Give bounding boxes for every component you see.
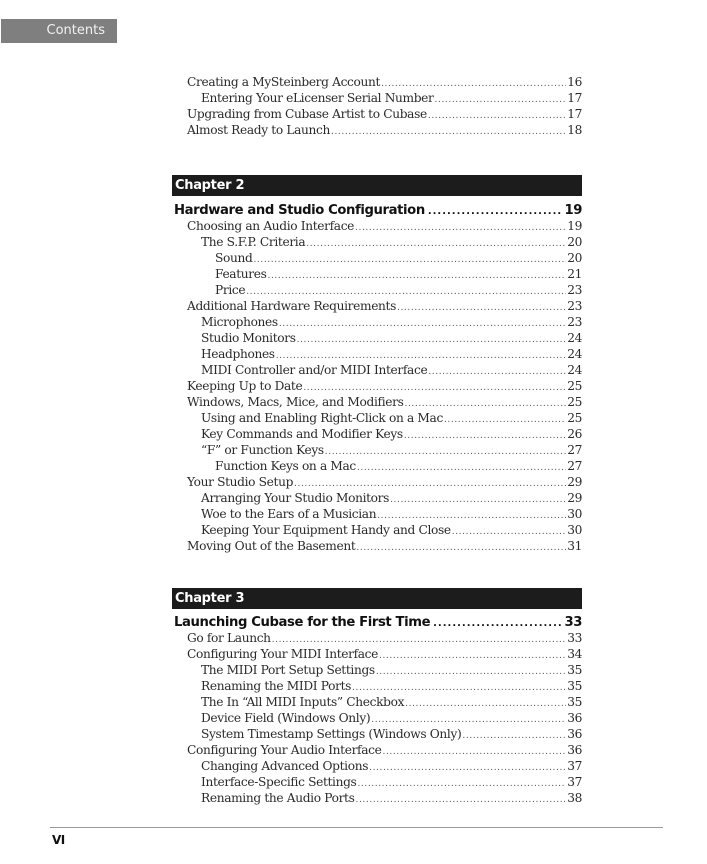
toc-entry-page: 36 — [567, 743, 582, 757]
toc-entry-page: 25 — [567, 411, 582, 425]
dot-leader — [356, 792, 567, 808]
toc-entry[interactable] — [174, 106, 582, 122]
toc-entry[interactable] — [174, 630, 582, 646]
toc-entry-page: 20 — [567, 235, 582, 249]
toc-entry-title: Keeping Your Equipment Handy and Close — [201, 523, 451, 537]
toc-entry-title: Go for Launch — [187, 631, 271, 645]
dot-leader — [356, 540, 566, 556]
toc-entry-page: 34 — [567, 647, 582, 661]
toc-entry-title: Key Commands and Modifier Keys — [201, 427, 403, 441]
toc-entry[interactable] — [174, 726, 582, 742]
toc-chapter-3-list — [174, 630, 582, 806]
toc-entry[interactable] — [174, 474, 582, 490]
toc-entry-page: 26 — [567, 427, 582, 441]
toc-entry-title: Sound — [215, 251, 253, 265]
toc-entry[interactable] — [174, 646, 582, 662]
toc-entry[interactable] — [174, 758, 582, 774]
toc-entry-page: 25 — [567, 379, 582, 393]
toc-entry[interactable] — [174, 458, 582, 474]
toc-entry[interactable] — [174, 426, 582, 442]
toc-entry[interactable] — [174, 442, 582, 458]
toc-entry[interactable] — [174, 678, 582, 694]
toc-entry-title: Features — [215, 267, 267, 281]
toc-entry-title: Entering Your eLicenser Serial Number — [201, 91, 434, 105]
toc-entry[interactable] — [174, 774, 582, 790]
toc-entry[interactable] — [174, 330, 582, 346]
toc-entry-page: 27 — [567, 443, 582, 457]
chapter-title: Hardware and Studio Configuration — [174, 203, 425, 218]
toc-entry-page: 38 — [567, 791, 582, 805]
chapter-label-bar: Chapter 2 — [172, 175, 582, 196]
toc-entry[interactable] — [174, 122, 582, 138]
dot-leader — [331, 124, 566, 140]
toc-entry[interactable] — [174, 522, 582, 538]
toc-entry[interactable] — [174, 710, 582, 726]
toc-entry-title: Keeping Up to Date — [187, 379, 303, 393]
toc-entry[interactable] — [174, 790, 582, 806]
toc-entry-title: The In “All MIDI Inputs” Checkbox — [201, 695, 405, 709]
toc-entry-title: The S.F.P. Criteria — [201, 235, 306, 249]
toc-entry[interactable] — [174, 298, 582, 314]
toc-entry-page: 35 — [567, 663, 582, 677]
toc-entry-page: 24 — [567, 331, 582, 345]
toc-entry[interactable] — [174, 250, 582, 266]
toc-entry-title: Using and Enabling Right-Click on a Mac — [201, 411, 443, 425]
toc-entry[interactable] — [174, 74, 582, 90]
section-tab-contents: Contents — [1, 19, 117, 43]
toc-entry-page: 29 — [567, 475, 582, 489]
toc-entry-page: 25 — [567, 395, 582, 409]
toc-entry[interactable] — [174, 234, 582, 250]
toc-entry-page: 20 — [567, 251, 582, 265]
toc-entry-title: Price — [215, 283, 246, 297]
toc-entry-title: Changing Advanced Options — [201, 759, 369, 773]
toc-entry-page: 21 — [567, 267, 582, 281]
toc-entry-title: Device Field (Windows Only) — [201, 711, 371, 725]
toc-entry-title: The MIDI Port Setup Settings — [201, 663, 375, 677]
toc-entry[interactable] — [174, 490, 582, 506]
toc-entry[interactable] — [174, 538, 582, 554]
toc-intro-list — [174, 74, 582, 138]
toc-entry-title: Additional Hardware Requirements — [187, 299, 397, 313]
toc-entry[interactable] — [174, 394, 582, 410]
toc-entry-title: System Timestamp Settings (Windows Only) — [201, 727, 462, 741]
toc-entry-page: 33 — [567, 631, 582, 645]
toc-entry-page: 24 — [567, 347, 582, 361]
toc-entry-page: 23 — [567, 315, 582, 329]
toc-entry[interactable] — [174, 314, 582, 330]
toc-entry-title: Windows, Macs, Mice, and Modifiers — [187, 395, 404, 409]
toc-entry[interactable] — [174, 90, 582, 106]
toc-entry[interactable] — [174, 742, 582, 758]
toc-entry-title: “F” or Function Keys — [201, 443, 324, 457]
toc-entry-title: Renaming the Audio Ports — [201, 791, 355, 805]
toc-entry-page: 36 — [567, 711, 582, 725]
toc-entry-title: Your Studio Setup — [187, 475, 294, 489]
footer-rule — [50, 827, 663, 828]
toc-entry-page: 35 — [567, 695, 582, 709]
chapter-label-bar: Chapter 3 — [172, 588, 582, 609]
toc-entry-title: Woe to the Ears of a Musician — [201, 507, 377, 521]
page-folio: VI — [52, 833, 65, 847]
toc-entry-page: 16 — [567, 75, 582, 89]
toc-entry-page: 35 — [567, 679, 582, 693]
toc-entry-page: 30 — [567, 507, 582, 521]
toc-entry-title: Studio Monitors — [201, 331, 296, 345]
toc-entry[interactable] — [174, 282, 582, 298]
toc-entry-title: Function Keys on a Mac — [215, 459, 356, 473]
chapter-page-number: 19 — [564, 203, 582, 218]
toc-entry-title: Upgrading from Cubase Artist to Cubase — [187, 107, 427, 121]
toc-entry[interactable] — [174, 346, 582, 362]
toc-entry[interactable] — [174, 506, 582, 522]
toc-entry-page: 19 — [567, 219, 582, 233]
toc-entry-title: Creating a MySteinberg Account — [187, 75, 381, 89]
toc-entry-page: 27 — [567, 459, 582, 473]
toc-entry[interactable] — [174, 378, 582, 394]
toc-entry-page: 30 — [567, 523, 582, 537]
toc-entry-title: Headphones — [201, 347, 275, 361]
toc-entry-page: 36 — [567, 727, 582, 741]
toc-entry-page: 23 — [567, 283, 582, 297]
toc-entry-page: 37 — [567, 775, 582, 789]
toc-entry-title: Choosing an Audio Interface — [187, 219, 355, 233]
toc-entry[interactable] — [174, 410, 582, 426]
toc-entry-page: 18 — [567, 123, 582, 137]
toc-entry-title: Arranging Your Studio Monitors — [201, 491, 390, 505]
chapter-page-number: 33 — [564, 615, 582, 630]
toc-entry-title: Renaming the MIDI Ports — [201, 679, 352, 693]
toc-entry[interactable] — [174, 266, 582, 282]
toc-entry-title: Microphones — [201, 315, 278, 329]
toc-entry-page: 17 — [567, 91, 582, 105]
toc-entry-page: 37 — [567, 759, 582, 773]
toc-entry[interactable] — [174, 362, 582, 378]
toc-entry-page: 31 — [567, 539, 582, 553]
toc-entry-title: Moving Out of the Basement — [187, 539, 356, 553]
toc-entry-title: Configuring Your MIDI Interface — [187, 647, 379, 661]
toc-entry-page: 24 — [567, 363, 582, 377]
toc-entry[interactable] — [174, 662, 582, 678]
toc-entry-title: Configuring Your Audio Interface — [187, 743, 382, 757]
toc-entry-page: 17 — [567, 107, 582, 121]
toc-entry-title: Almost Ready to Launch — [187, 123, 330, 137]
toc-entry-page: 23 — [567, 299, 582, 313]
toc-entry[interactable] — [174, 694, 582, 710]
toc-entry-title: MIDI Controller and/or MIDI Interface — [201, 363, 428, 377]
toc-entry[interactable] — [174, 218, 582, 234]
toc-entry-page: 29 — [567, 491, 582, 505]
toc-chapter-2-list — [174, 218, 582, 554]
chapter-title: Launching Cubase for the First Time — [174, 615, 431, 630]
toc-entry-title: Interface-Specific Settings — [201, 775, 357, 789]
